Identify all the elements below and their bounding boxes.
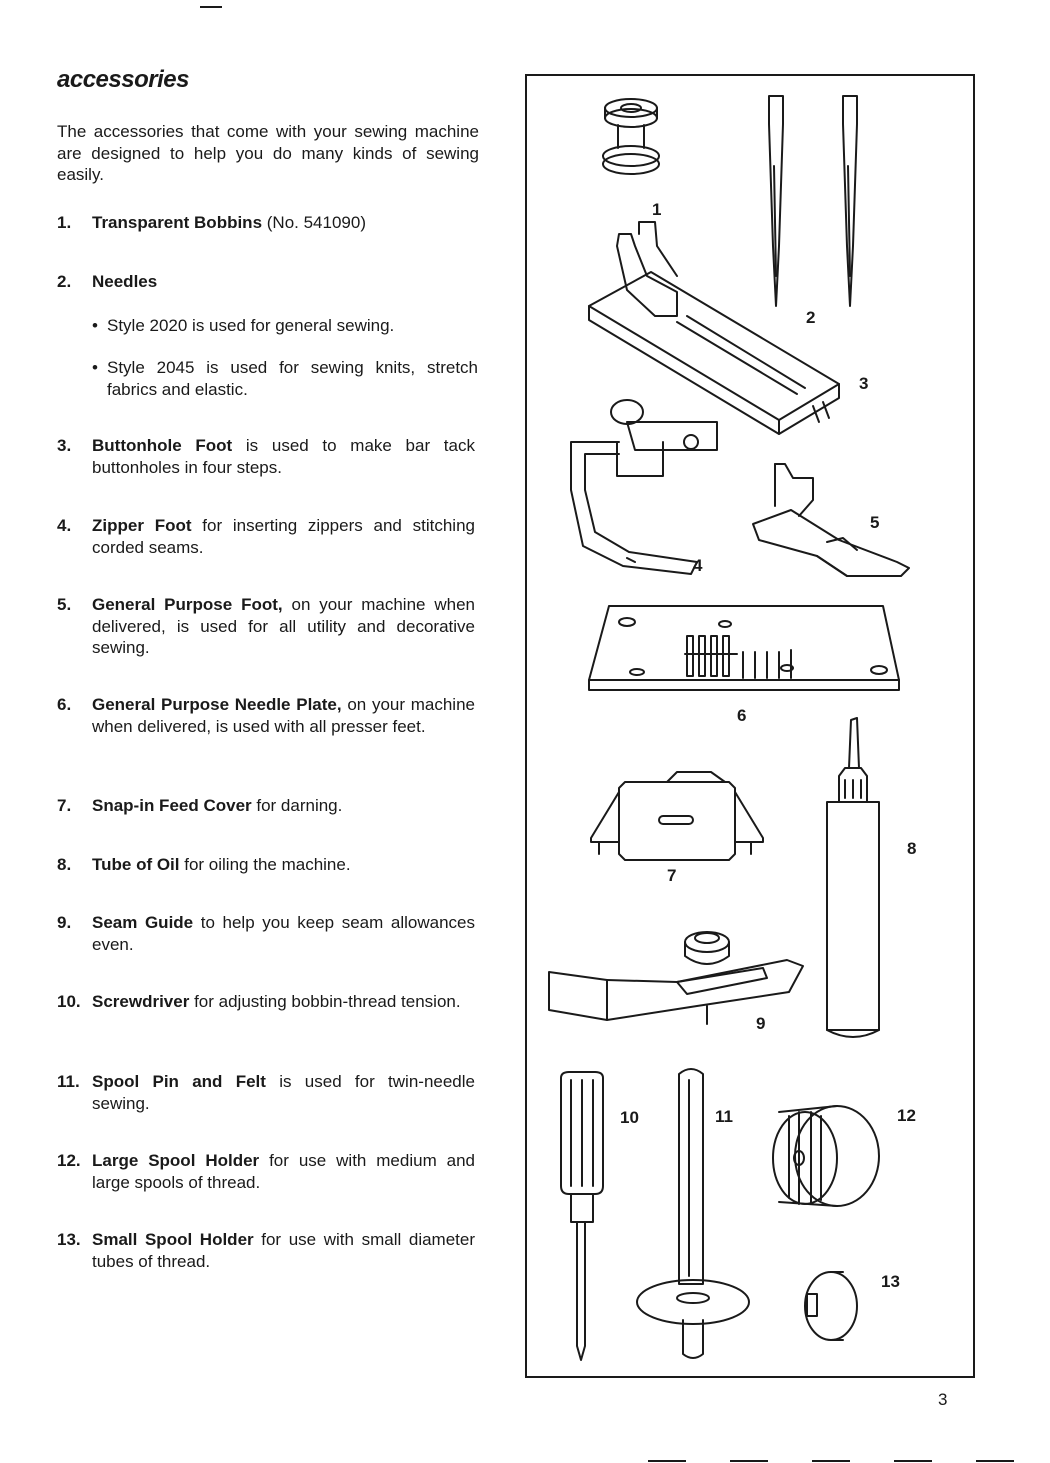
zipper-foot-illustration [571, 400, 717, 574]
item-number: 8. [57, 855, 72, 874]
intro-paragraph: The accessories that come with your sewing machine are designed to help you do many kinds of sewing easily. [57, 122, 479, 184]
bottom-dash [894, 1460, 932, 1462]
bullet-dot: • [92, 358, 98, 377]
list-item [57, 594, 475, 659]
item-name: Seam Guide [92, 913, 194, 932]
bullet-text: Style 2020 is used for general sewing. [107, 316, 395, 335]
item-description: on your machine when delivered, is used with all presser feet. [92, 695, 475, 736]
item-number: 11. [57, 1072, 80, 1091]
list-item [57, 991, 475, 1013]
item-description: for darning. [251, 796, 343, 815]
list-item [57, 271, 475, 293]
figure-label: 10 [620, 1108, 639, 1127]
page-title: accessories [57, 66, 189, 93]
small-spool-holder-illustration [805, 1272, 857, 1340]
figure-label: 13 [881, 1272, 900, 1291]
general-purpose-foot-illustration [753, 464, 909, 576]
item-description: for use with small diameter tubes of thread. [92, 1230, 475, 1271]
item-description: for inserting zippers and stitching corded seams. [92, 516, 475, 557]
figure-label: 1 [652, 200, 662, 219]
screwdriver-illustration [561, 1072, 603, 1360]
bullet-text: Style 2045 is used for sewing knits, stretch fabrics and elastic. [107, 358, 478, 399]
item-number: 4. [57, 516, 72, 535]
large-spool-holder-illustration [773, 1106, 879, 1206]
seam-guide-illustration [549, 932, 803, 1024]
accessories-illustration-frame [525, 74, 975, 1378]
item-name: Screwdriver [92, 992, 190, 1011]
oil-tube-illustration [827, 718, 879, 1037]
item-name: Needles [92, 272, 158, 291]
item-name: Tube of Oil [92, 855, 180, 874]
list-item [57, 1150, 475, 1193]
needle-plate-illustration [589, 606, 899, 690]
figure-label: 9 [756, 1014, 766, 1033]
figure-label: 5 [870, 513, 880, 532]
item-description: is used to make bar tack buttonholes in four steps. [92, 436, 475, 477]
item-number: 6. [57, 695, 72, 714]
item-name: Spool Pin and Felt [92, 1072, 266, 1091]
bottom-dash [812, 1460, 850, 1462]
item-description: to help you keep seam allowances even. [92, 913, 475, 954]
list-item [57, 795, 475, 817]
item-number: 5. [57, 595, 72, 614]
figure-label: 4 [693, 556, 703, 575]
list-item [57, 212, 475, 234]
item-name: Zipper Foot [92, 516, 192, 535]
list-item [57, 854, 475, 876]
bobbin-illustration [603, 99, 659, 174]
item-name: Large Spool Holder [92, 1151, 260, 1170]
figure-label: 2 [806, 308, 816, 327]
item-number: 10. [57, 992, 81, 1011]
needle-style-bullet [92, 315, 478, 337]
list-item [57, 694, 475, 737]
buttonhole-foot-illustration [589, 222, 839, 434]
list-item [57, 1229, 475, 1272]
item-description: is used for twin-needle sewing. [92, 1072, 475, 1113]
item-name: General Purpose Needle Plate, [92, 695, 342, 714]
item-name: Buttonhole Foot [92, 436, 233, 455]
item-number: 13. [57, 1230, 81, 1249]
item-number: 2. [57, 272, 72, 291]
figure-label: 8 [907, 839, 917, 858]
bottom-dash [976, 1460, 1014, 1462]
figure-label: 3 [859, 374, 869, 393]
needle-style-bullet [92, 357, 478, 400]
item-number: 7. [57, 796, 72, 815]
item-description: for use with medium and large spools of thread. [92, 1151, 476, 1192]
item-name: Transparent Bobbins [92, 213, 263, 232]
item-description: (No. 541090) [262, 213, 366, 232]
list-item [57, 515, 475, 558]
item-description: on your machine when delivered, is used for all utility and decorative sewing. [92, 595, 475, 657]
list-item [57, 912, 475, 955]
item-name: Small Spool Holder [92, 1230, 254, 1249]
page-number: 3 [938, 1390, 948, 1409]
bottom-dash [648, 1460, 686, 1462]
bullet-dot: • [92, 316, 98, 335]
item-number: 9. [57, 913, 72, 932]
item-name: Snap-in Feed Cover [92, 796, 252, 815]
figure-label: 7 [667, 866, 677, 885]
needles-illustration [769, 96, 857, 306]
item-number: 1. [57, 213, 72, 232]
list-item [57, 1071, 475, 1114]
figure-label: 12 [897, 1106, 916, 1125]
item-description: for adjusting bobbin-thread tension. [189, 992, 461, 1011]
figure-label: 11 [715, 1107, 733, 1126]
item-number: 12. [57, 1151, 81, 1170]
list-item [57, 435, 475, 478]
feed-cover-illustration [591, 772, 763, 860]
item-number: 3. [57, 436, 72, 455]
item-name: General Purpose Foot, [92, 595, 283, 614]
top-rule [200, 6, 222, 8]
figure-label: 6 [737, 706, 747, 725]
item-description: for oiling the machine. [179, 855, 351, 874]
bottom-dash [730, 1460, 768, 1462]
